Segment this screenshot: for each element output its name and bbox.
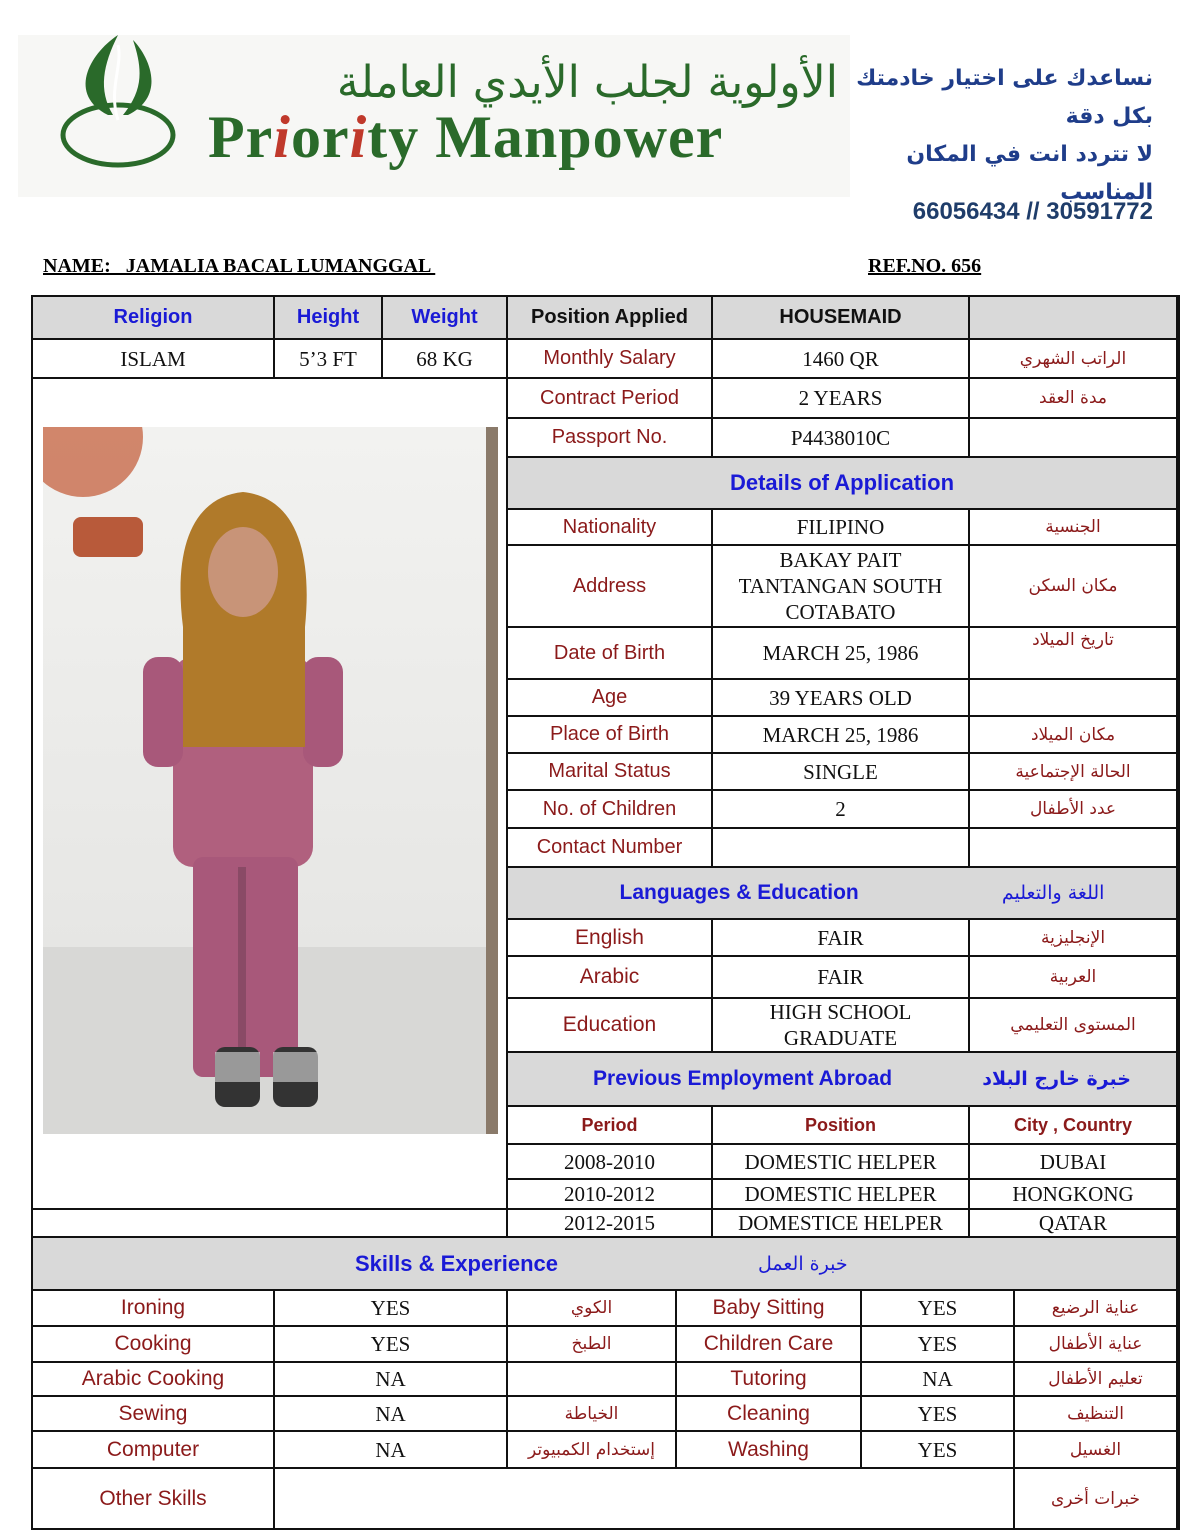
city-cell: QATAR: [970, 1210, 1176, 1236]
dob-arabic: تاريخ الميلاد: [970, 628, 1176, 678]
skills-title-arabic: خبرة العمل: [758, 1252, 848, 1275]
english-arabic: الإنجليزية: [970, 920, 1176, 955]
logo-emblem-icon: [48, 35, 188, 185]
contract-arabic: مدة العقد: [970, 379, 1176, 417]
skill-value: NA: [275, 1432, 506, 1467]
period-header: Period: [508, 1107, 711, 1143]
english-label: English: [508, 920, 711, 955]
person-illustration: [43, 427, 498, 1134]
skill-value: YES: [862, 1397, 1013, 1430]
skills-title: Skills & Experience: [355, 1250, 558, 1276]
salary-label: Monthly Salary: [508, 340, 711, 377]
pob-label: Place of Birth: [508, 717, 711, 752]
skill-value: YES: [862, 1327, 1013, 1361]
other-skills-value: [275, 1469, 1013, 1528]
dob-value: MARCH 25, 1986: [713, 628, 968, 678]
height-value: 5’3 FT: [275, 340, 381, 377]
children-label: No. of Children: [508, 791, 711, 827]
candidate-name: NAME: JAMALIA BACAL LUMANGGAL: [43, 255, 436, 277]
english-value: FAIR: [713, 920, 968, 955]
passport-value: P4438010C: [713, 419, 968, 456]
salary-value: 1460 QR: [713, 340, 968, 377]
skill-label: Cleaning: [677, 1397, 860, 1430]
weight-value: 68 KG: [383, 340, 506, 377]
contract-label: Contract Period: [508, 379, 711, 417]
skill-arabic: إستخدام الكمبيوتر: [508, 1432, 675, 1467]
skill-arabic: الغسيل: [1015, 1432, 1176, 1467]
children-arabic: عدد الأطفال: [970, 791, 1176, 827]
dob-label: Date of Birth: [508, 628, 711, 678]
skill-label: Computer: [33, 1432, 273, 1467]
height-header: Height: [275, 297, 381, 338]
skill-arabic: التنظيف: [1015, 1397, 1176, 1430]
passport-label: Passport No.: [508, 419, 711, 456]
skill-label: Arabic Cooking: [33, 1363, 273, 1395]
skills-header: [33, 1238, 1176, 1289]
contact-value: [713, 829, 968, 866]
marital-value: SINGLE: [713, 754, 968, 789]
contact-arabic: [970, 829, 1176, 866]
period-cell: 2010-2012: [508, 1180, 711, 1208]
skill-label: Cooking: [33, 1327, 273, 1361]
address-arabic: مكان السكن: [970, 546, 1176, 626]
city-cell: DUBAI: [970, 1145, 1176, 1178]
logo-english: Priority Manpower: [208, 104, 724, 170]
employment-title: Previous Employment Abroad: [593, 1067, 893, 1090]
position-header: Position: [713, 1107, 968, 1143]
skill-label: Ironing: [33, 1291, 273, 1325]
details-title: Details of Application: [508, 458, 1176, 508]
skill-arabic: عناية الرضيع: [1015, 1291, 1176, 1325]
photo-cell: [33, 379, 506, 1208]
skill-arabic: الخياطة: [508, 1397, 675, 1430]
skill-label: Baby Sitting: [677, 1291, 860, 1325]
religion-header: Religion: [33, 297, 273, 338]
skill-arabic: الكوي: [508, 1291, 675, 1325]
pob-arabic: مكان الميلاد: [970, 717, 1176, 752]
skill-label: Sewing: [33, 1397, 273, 1430]
skill-arabic: الطبخ: [508, 1327, 675, 1361]
arabic-value: FAIR: [713, 957, 968, 997]
other-skills-arabic: خبرات أخرى: [1015, 1469, 1176, 1528]
marital-arabic: الحالة الإجتماعية: [970, 754, 1176, 789]
empty-cell: [970, 297, 1176, 338]
company-logo: [18, 35, 850, 197]
languages-header: [508, 868, 1176, 918]
reference-number: REF.NO. 656: [868, 255, 982, 277]
passport-arabic: [970, 419, 1176, 456]
position-cell: DOMESTIC HELPER: [713, 1145, 968, 1178]
position-cell: DOMESTICE HELPER: [713, 1210, 968, 1236]
position-label: Position Applied: [508, 297, 711, 338]
children-value: 2: [713, 791, 968, 827]
address-value: BAKAY PAIT TANTANGAN SOUTH COTABATO: [713, 546, 968, 626]
education-value: HIGH SCHOOL GRADUATE: [713, 999, 968, 1051]
education-label: Education: [508, 999, 711, 1051]
empty-cell: [33, 1210, 506, 1236]
skill-label: Washing: [677, 1432, 860, 1467]
phone-numbers: 66056434 // 30591772: [912, 198, 1153, 225]
city-cell: HONGKONG: [970, 1180, 1176, 1208]
arabic-label: Arabic: [508, 957, 711, 997]
skill-value: YES: [275, 1291, 506, 1325]
other-skills-label: Other Skills: [33, 1469, 273, 1528]
skill-value: YES: [862, 1432, 1013, 1467]
languages-title-arabic: اللغة والتعليم: [1001, 882, 1105, 904]
nationality-value: FILIPINO: [713, 510, 968, 544]
skill-value: YES: [862, 1291, 1013, 1325]
skills-table: [31, 1236, 1180, 1530]
languages-title: Languages & Education: [619, 881, 859, 904]
marital-label: Marital Status: [508, 754, 711, 789]
contract-value: 2 YEARS: [713, 379, 968, 417]
logo-arabic: الأولوية لجلب الأيدي العاملة: [336, 57, 838, 108]
skill-value: NA: [862, 1363, 1013, 1395]
employment-header: [508, 1053, 1176, 1105]
weight-header: Weight: [383, 297, 506, 338]
age-value: 39 YEARS OLD: [713, 680, 968, 715]
slogan: نساعدك على اختيار خادمتك بكل دقة لا تتردد انت في المكان المناسب: [856, 66, 1153, 205]
application-table: [31, 295, 1180, 1238]
religion-value: ISLAM: [33, 340, 273, 377]
address-label: Address: [508, 546, 711, 626]
skill-label: Children Care: [677, 1327, 860, 1361]
pob-value: MARCH 25, 1986: [713, 717, 968, 752]
nationality-arabic: الجنسية: [970, 510, 1176, 544]
period-cell: 2012-2015: [508, 1210, 711, 1236]
education-arabic: المستوى التعليمي: [970, 999, 1176, 1051]
skill-label: Tutoring: [677, 1363, 860, 1395]
skill-arabic: تعليم الأطفال: [1015, 1363, 1176, 1395]
skill-value: NA: [275, 1397, 506, 1430]
period-cell: 2008-2010: [508, 1145, 711, 1178]
age-arabic: [970, 680, 1176, 715]
age-label: Age: [508, 680, 711, 715]
skill-value: YES: [275, 1327, 506, 1361]
candidate-photo: [43, 427, 498, 1134]
skill-arabic: [508, 1363, 675, 1395]
nationality-label: Nationality: [508, 510, 711, 544]
salary-arabic: الراتب الشهري: [970, 340, 1176, 377]
position-value: HOUSEMAID: [713, 297, 968, 338]
employment-title-arabic: خبرة خارج البلاد: [982, 1068, 1131, 1090]
skill-value: NA: [275, 1363, 506, 1395]
city-header: City , Country: [970, 1107, 1176, 1143]
arabic-arabic: العربية: [970, 957, 1176, 997]
contact-label: Contact Number: [508, 829, 711, 866]
skill-arabic: عناية الأطفال: [1015, 1327, 1176, 1361]
position-cell: DOMESTIC HELPER: [713, 1180, 968, 1208]
